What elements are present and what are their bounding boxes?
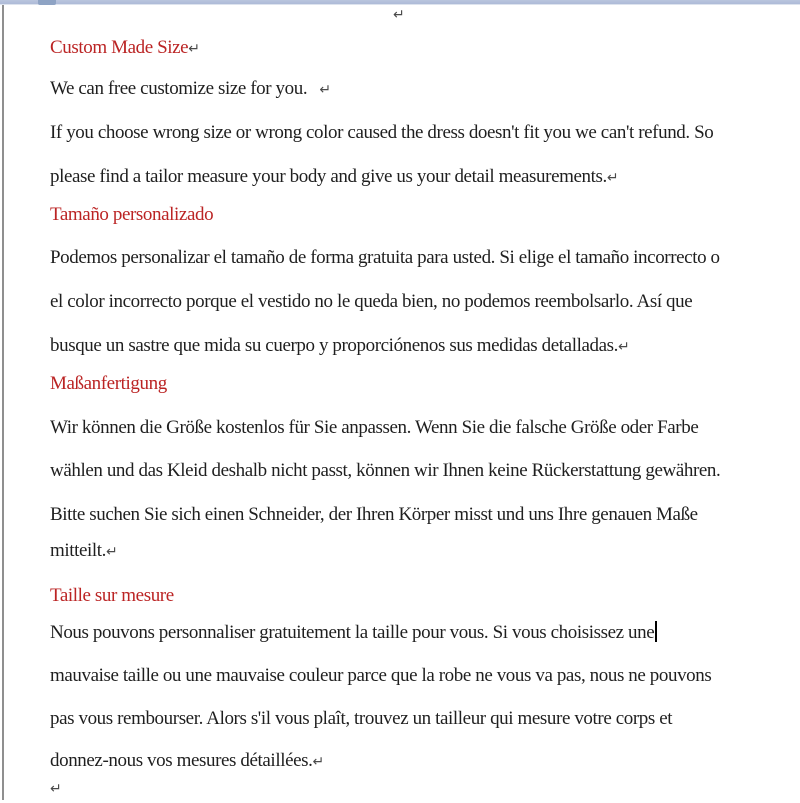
line-text: If you choose wrong size or wrong color caused the dress doesn't fit you we can't refund. So [50,122,714,143]
text-line [50,501,698,529]
heading-tamano-personalizado [50,201,213,229]
heading-text: Taille sur mesure [50,585,174,606]
line-text: please find a tailor measure your body and give us your detail measurements. [50,166,607,187]
heading-taille-sur-mesure [50,582,174,610]
line-text: We can free customize size for you. [50,78,308,99]
heading-text: Custom Made Size [50,37,189,58]
text-line [50,119,713,147]
line-text: busque un sastre que mida su cuerpo y proporciónenos sus medidas detalladas. [50,335,618,356]
text-line [50,619,657,647]
heading-text: Maßanfertigung [50,373,167,394]
paragraph-mark: ↵ [606,170,619,186]
line-text: wählen und das Kleid deshalb nicht passt, können wir Ihnen keine Rückerstattung gewähren. [50,460,721,481]
text-line [50,163,618,191]
paragraph-mark: ↵ [617,339,630,355]
paragraph-mark: ↵ [307,82,331,98]
text-line [50,747,324,775]
line-text: Bitte suchen Sie sich einen Schneider, der Ihren Körper misst und uns Ihre genauen Maße [50,504,698,525]
line-text: Nous pouvons personnaliser gratuitement la taille pour vous. Si vous choisissez une [50,622,655,643]
paragraph-mark: ↵ [106,544,118,560]
heading-text: Tamaño personalizado [50,204,214,225]
paragraph-mark: ↵ [188,41,200,57]
line-text: mauvaise taille ou une mauvaise couleur parce que la robe ne vous va pas, nous ne pouvons [50,665,712,686]
text-line [50,414,698,442]
line-text: Wir können die Größe kostenlos für Sie anpassen. Wenn Sie die falsche Größe oder Farbe [50,417,699,438]
line-text: donnez-nous vos mesures détaillées. [50,750,313,771]
empty-paragraph-line [50,774,61,802]
text-line [50,75,331,103]
text-line [50,537,117,565]
line-text: pas vous rembourser. Alors s'il vous plaît, trouvez un tailleur qui mesure votre corps et [50,708,673,729]
text-line [50,705,672,733]
text-line [50,288,692,316]
heading-massanfertigung [50,370,167,398]
text-line [50,662,711,690]
paragraph-mark: ↵ [312,754,324,770]
text-line [50,244,720,272]
paragraph-mark: ↵ [50,781,62,797]
line-text: mitteilt. [50,540,107,561]
paragraph-mark: ↵ [393,7,405,23]
heading-custom-made-size [50,34,200,62]
text-cursor [655,621,657,642]
line-text: el color incorrecto porque el vestido no le queda bien, no podemos reembolsarlo. Así que [50,291,693,312]
text-line [50,457,720,485]
line-text: Podemos personalizar el tamaño de forma gratuita para usted. Si elige el tamaño incorrecto o [50,247,720,268]
text-line [50,332,629,360]
